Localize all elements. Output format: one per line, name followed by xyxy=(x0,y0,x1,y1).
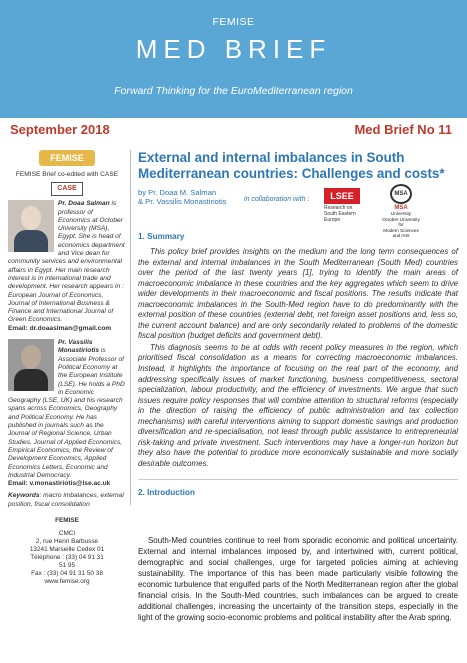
lse-logo-mark: LSEE xyxy=(324,188,360,204)
author1-bio-text: is professor of Economics at October University (MSA), Egypt. She is head of economics department and Vice dean for community services and environmental affairs in Egypt. Her main research interest is in international trade and development. Her research appears in : European Journal of Economics, Journal of International Business & Finance and International Journal of Green Economics. xyxy=(8,200,125,324)
contact-line: CMCI xyxy=(58,529,76,537)
issue-number: Med Brief No 11 xyxy=(354,122,452,137)
msa-line: Modern Sciences and Arts xyxy=(383,227,419,239)
msa-logo xyxy=(380,184,422,238)
author1-photo xyxy=(8,200,54,252)
contact-line: 51 95 xyxy=(59,561,75,569)
author1-name: Pr. Doaa Salman xyxy=(58,200,110,208)
keywords-text: : macro imbalances, external position, fiscal consolidation xyxy=(8,492,124,508)
contact-line: Téléphone : (33) 04 91 31 xyxy=(30,553,104,561)
author2-photo xyxy=(8,339,54,391)
authors-line: by Pr. Doaa M. Salman xyxy=(138,188,217,197)
contact-block xyxy=(8,517,126,586)
publication-subtitle: Forward Thinking for the EuroMediterranean region xyxy=(114,85,353,97)
msa-name: MSA xyxy=(394,205,408,211)
author2-block xyxy=(8,339,126,488)
author1-email[interactable]: Email: dr.doaaslman@gmail.com xyxy=(8,324,112,332)
femise-logo: FEMISE xyxy=(39,150,95,166)
lse-logo xyxy=(324,188,360,223)
keywords-label: Keywords xyxy=(8,492,40,500)
author2-bio-text: is Associate Professor of Political Economy at the European Institute (LSE). He holds a PhD in Economic Geography (LSE, UK) and his research spans across Economics, Geography and Political Economy. He has published in journals such as the Journal of Regional Science, Urban Studies, Journal of Applied Economics, Empirical Economics, the Review of Development Economics, Applied Economics Letters, Economic and Industrial Democracy. xyxy=(8,347,125,479)
contact-line: 2, rue Henri Barbusse xyxy=(35,537,99,545)
msa-line: October University for xyxy=(382,216,420,228)
contact-line: 13241 Marseille Cedex 01 xyxy=(29,545,105,553)
coedited-note: FEMISE Brief co-edited with CASE xyxy=(15,171,119,178)
msa-line: University xyxy=(390,211,412,217)
contact-name: FEMISE xyxy=(55,516,79,524)
issue-date: September 2018 xyxy=(10,122,110,137)
summary-paragraph: This policy brief provides insights on the medium and the long term consequences of the external and internal imbalances in the South Mediterranean (South Med) countries over the period of the last twenty years [1], trying to identify the main areas of macroeconomic imbalance in these countries and the key aggregates which seem to drive wider developments in their macroeconomic and fiscal positions. The results indicate that macroeconomic imbalances in the South-Med region have to do predominantly with the external position of these countries (external debt, net foreign asset positions and, less so, the current account balance) and are only secondarily related to problems of the domestic fiscal position (budget deficits and government debt). xyxy=(138,247,458,341)
contact-line: Fax : (33) 04 91 31 50 38 xyxy=(31,569,103,577)
author1-block xyxy=(8,200,126,333)
publication-title: MED BRIEF xyxy=(135,34,332,64)
sidebar xyxy=(8,150,126,658)
keywords xyxy=(8,492,126,509)
collab-label: in collaboration with : xyxy=(244,196,310,203)
author2-name: Pr. Vassilis Monastiriotis xyxy=(58,339,100,355)
column-divider xyxy=(130,150,131,505)
issue-meta xyxy=(0,122,467,142)
author2-email[interactable]: Email: v.monastiriotis@lse.ac.uk xyxy=(8,480,111,488)
section-divider xyxy=(138,479,458,480)
case-logo: CASE xyxy=(51,182,83,196)
summary-paragraph: This diagnosis seems to be at odds with recent policy measures in the region, which prioritised fiscal consolidation as a means for correcting macroeconomic imbalances. Instead, it highlights the importance of focusing on the real part of the economy, and addressing specifically issues of market functioning, business competitiveness, sectoral specialization, labour productivity, and the efficiency of investments. We argue that such issues require policy responses that will combine attention to structural reforms (especially in the direction of raising the efficiency of public administration and tax collection mechanisms) with careful interventions aiming to support domestic savings and production diversification and re-specialisation, not least through public assistance to entrepreneurial risk-taking and private investment. Such interventions may have a longer-run horizon but they also have the potential to produce more economically sustainable and more socially desirable outcomes. xyxy=(138,342,458,468)
section-intro-heading: 2. Introduction xyxy=(138,488,195,498)
article-title: External and internal imbalances in South Mediterranean countries: Challenges and costs* xyxy=(138,150,445,181)
intro-paragraph: South-Med countries continue to reel from sporadic economic and political uncertainty. External and internal imbalances imposed by, and intertwined with, current political, demographic and social challenges, urge for targeted policies aiming at achieving sustainability. The importance of this has been made particularly visible following the economic turbulence that engulfed parts of the North Mediterranean region after the global financial crisis. In the South-Med countries, such imbalances can be argued to create additional challenges, increasing the uncertainty of the transition steps, especially in the light of the growing socio-economic problems and political instability after the Arab spring. xyxy=(138,536,458,622)
msa-logo-mark: MSA xyxy=(390,184,412,204)
article xyxy=(138,150,458,503)
header-banner xyxy=(0,0,467,118)
section-summary-heading: 1. Summary xyxy=(138,232,185,241)
authors-line: & Pr. Vassilis Monastiriotis xyxy=(138,197,227,207)
contact-website[interactable]: www.femise.org xyxy=(44,577,90,585)
lse-caption: Research on South Eastern Europe xyxy=(324,205,356,223)
org-name: FEMISE xyxy=(212,16,255,28)
